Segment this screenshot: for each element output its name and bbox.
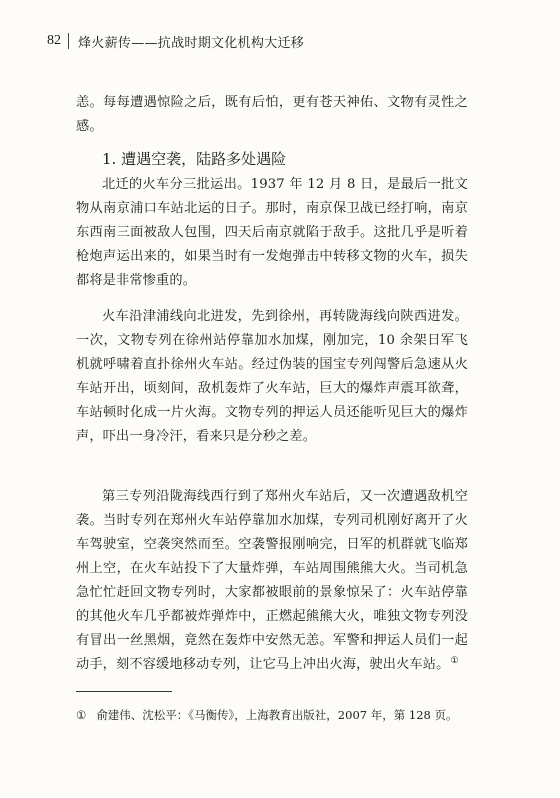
book-title: 烽火薪传——抗战时期文化机构大迁移 [78,35,305,51]
paragraph-3-text: 第三专列沿陇海线西行到了郑州火车站后，又一次遭遇敌机空袭。当时专列在郑州火车站停靠加水加煤，专列司机刚好离开了火车驾驶室，空袭突然而至。空袭警报刚响完，日军的机群就飞临郑州上空，在火车站投下了大量炸弹，车站周围熊熊大火。当司机急急忙忙赶回文物专列时，大家都被眼前的景象惊呆了：火车站停靠的其他火车几乎都被炸弹炸中，正燃起熊熊大火，唯独文物专列没有冒出一丝黑烟，竟然在轰炸中安然无恙。军警和押运人员们一起动手，刻不容缓地移动专列，让它马上冲出火海，驶出火车站。 [76,489,468,672]
paragraph-2: 火车沿津浦线向北进发，先到徐州，再转陇海线向陕西进发。一次，文物专列在徐州站停靠加水加煤，刚加完，10 余架日军飞机就呼啸着直扑徐州火车站。经过伪装的国宝专列闯警后急速从火车站开出，顷刻间，敌机轰炸了火车站，巨大的爆炸声震耳欲聋，车站顿时化成一片火海。文物专列的押运人员还能听见巨大的爆炸声，吓出一身冷汗，看来只是分秒之差。 [76,309,468,444]
footnote-text: 俞建伟、沈松平：《马衡传》，上海教育出版社，2007 年，第 128 页。 [96,708,458,722]
section-heading: 1. 遭遇空袭，陆路多处遇险 [102,150,287,168]
footnote [76,707,476,723]
footnote-rule [76,691,172,692]
running-header [47,31,304,51]
paragraph-3 [76,485,468,677]
footnote-marker: ① [76,708,87,722]
paragraph-1: 北迁的火车分三批运出。1937 年 12 月 8 日，是最后一批文物从南京浦口车站北运的日子。那时，南京保卫战已经打响，南京东西南三面被敌人包围，四天后南京就陷于敌手。这批几乎是听着枪炮声运出来的，如果当时有一发炮弹击中转移文物的火车，损失都将是非常惨重的。 [76,177,468,288]
footnote-reference[interactable]: ① [450,655,459,666]
carryover-paragraph: 恙。每每遭遇惊险之后，既有后怕，更有苍天神佑、文物有灵性之感。 [76,95,468,134]
header-divider [68,33,69,49]
page-number: 82 [47,33,61,48]
